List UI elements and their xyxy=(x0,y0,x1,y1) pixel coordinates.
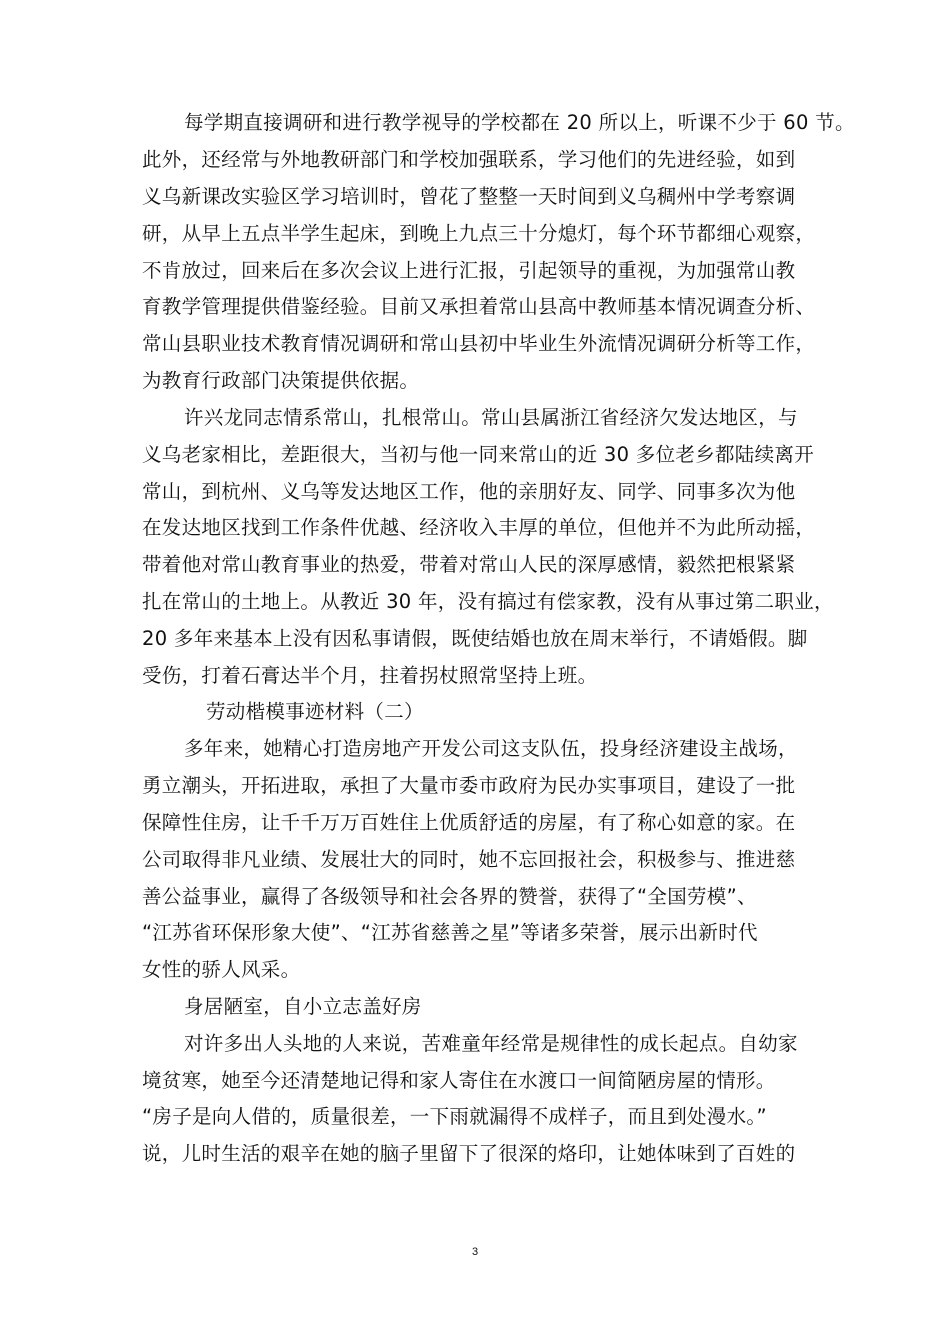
body-line: 此外，还经常与外地教研部门和学校加强联系，学习他们的先进经验，如到 xyxy=(142,148,796,171)
body-line: 为教育行政部门决策提供依据。 xyxy=(142,369,420,392)
body-line: 女性的骄人风采。 xyxy=(142,958,301,981)
page-number: 3 xyxy=(471,1246,479,1258)
body-line: 许兴龙同志情系常山，扎根常山。常山县属浙江省经济欠发达地区，与 xyxy=(184,406,798,429)
section-heading: 劳动楷模事迹材料（二） xyxy=(206,700,424,723)
body-line: 不肯放过，回来后在多次会议上进行汇报，引起领导的重视，为加强常山教 xyxy=(142,259,796,282)
body-line: 公司取得非凡业绩、发展壮大的同时，她不忘回报社会，积极参与、推进慈 xyxy=(142,848,796,871)
body-line: 研，从早上五点半学生起床，到晚上九点三十分熄灯，每个环节都细心观察， xyxy=(142,222,816,245)
body-line: 常山县职业技术教育情况调研和常山县初中毕业生外流情况调研分析等工作， xyxy=(142,332,816,355)
body-line: 境贫寒，她至今还清楚地记得和家人寄住在水渡口一间简陋房屋的情形。 xyxy=(142,1069,776,1092)
body-line: 保障性住房，让千千万万百姓住上优质舒适的房屋，有了称心如意的家。在 xyxy=(142,811,796,834)
body-line: 说，儿时生活的艰辛在她的脑子里留下了很深的烙印，让她体味到了百姓的 xyxy=(142,1142,796,1165)
body-line: 义乌老家相比，差距很大，当初与他一同来常山的近 30 多位老乡都陆续离开 xyxy=(142,443,815,466)
body-line: “房子是向人借的，质量很差，一下雨就漏得不成样子，而且到处漫水。” xyxy=(142,1105,767,1128)
body-line: 常山，到杭州、义乌等发达地区工作，他的亲朋好友、同学、同事多次为他 xyxy=(142,480,796,503)
body-line: “江苏省环保形象大使”、“江苏省慈善之星”等诸多荣誉，展示出新时代 xyxy=(142,921,758,944)
body-line: 义乌新课改实验区学习培训时，曾花了整整一天时间到义乌稠州中学考察调 xyxy=(142,185,796,208)
body-line: 带着他对常山教育事业的热爱，带着对常山人民的深厚感情，毅然把根紧紧 xyxy=(142,553,796,576)
body-line: 在发达地区找到工作条件优越、经济收入丰厚的单位，但他并不为此所动摇， xyxy=(142,516,816,539)
body-line: 育教学管理提供借鉴经验。目前又承担着常山县高中教师基本情况调查分析、 xyxy=(142,295,816,318)
body-line: 多年来，她精心打造房地产开发公司这支队伍，投身经济建设主战场， xyxy=(184,737,798,760)
body-line: 勇立潮头，开拓进取，承担了大量市委市政府为民办实事项目，建设了一批 xyxy=(142,774,796,797)
body-line: 受伤，打着石膏达半个月，拄着拐杖照常坚持上班。 xyxy=(142,664,598,687)
body-line: 扎在常山的土地上。从教近 30 年，没有搞过有偿家教，没有从事过第二职业， xyxy=(142,590,834,613)
body-line: 善公益事业，赢得了各级领导和社会各界的赞誉，获得了“全国劳模”、 xyxy=(142,885,757,908)
subsection-heading: 身居陋室，自小立志盖好房 xyxy=(184,995,422,1018)
body-line: 对许多出人头地的人来说，苦难童年经常是规律性的成长起点。自幼家 xyxy=(184,1032,798,1055)
body-line: 每学期直接调研和进行教学视导的学校都在 20 所以上，听课不少于 60 节。 xyxy=(184,111,855,134)
body-line: 20 多年来基本上没有因私事请假，既使结婚也放在周末举行，不请婚假。脚 xyxy=(142,627,808,650)
